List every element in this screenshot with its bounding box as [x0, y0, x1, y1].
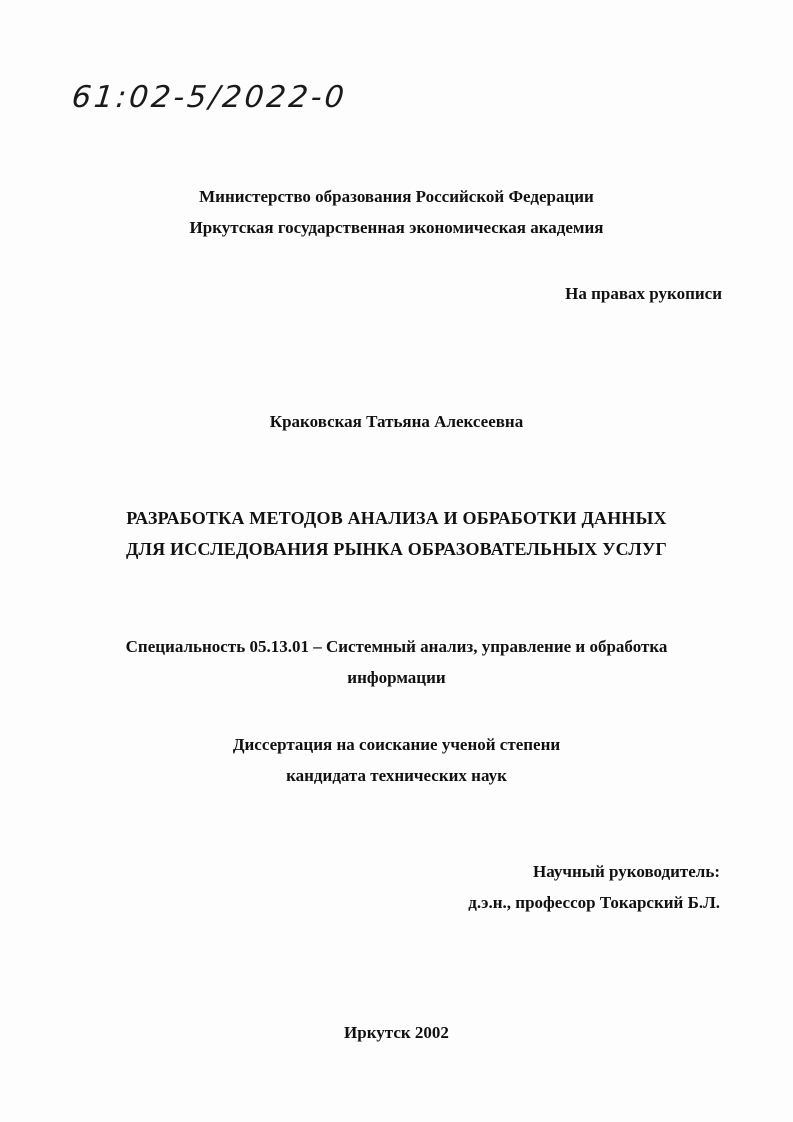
author-name: Краковская Татьяна Алексеевна	[269, 412, 524, 431]
manuscript-note: На правах рукописи	[565, 284, 722, 303]
dissertation-title-line-2: ДЛЯ ИССЛЕДОВАНИЯ РЫНКА ОБРАЗОВАТЕЛЬНЫХ УСЛУГ	[125, 539, 668, 559]
academy-name: Иркутская государственная экономическая академия	[189, 218, 604, 237]
handwritten-archive-code: 61:02-5/2022-0	[70, 80, 349, 115]
specialty-line-2: информации	[347, 668, 446, 687]
degree-line-1: Диссертация на соискание ученой степени	[232, 735, 561, 754]
ministry-name: Министерство образования Российской Федерации	[199, 187, 594, 206]
specialty-line-1: Специальность 05.13.01 – Системный анализ, управление и обработка	[125, 637, 668, 656]
dissertation-title-line-1: РАЗРАБОТКА МЕТОДОВ АНАЛИЗА И ОБРАБОТКИ ДАННЫХ	[126, 508, 667, 528]
supervisor-label: Научный руководитель:	[533, 862, 720, 881]
city-year: Иркутск 2002	[344, 1023, 449, 1042]
supervisor-name: д.э.н., профессор Токарский Б.Л.	[468, 893, 720, 912]
degree-line-2: кандидата технических наук	[286, 766, 507, 785]
